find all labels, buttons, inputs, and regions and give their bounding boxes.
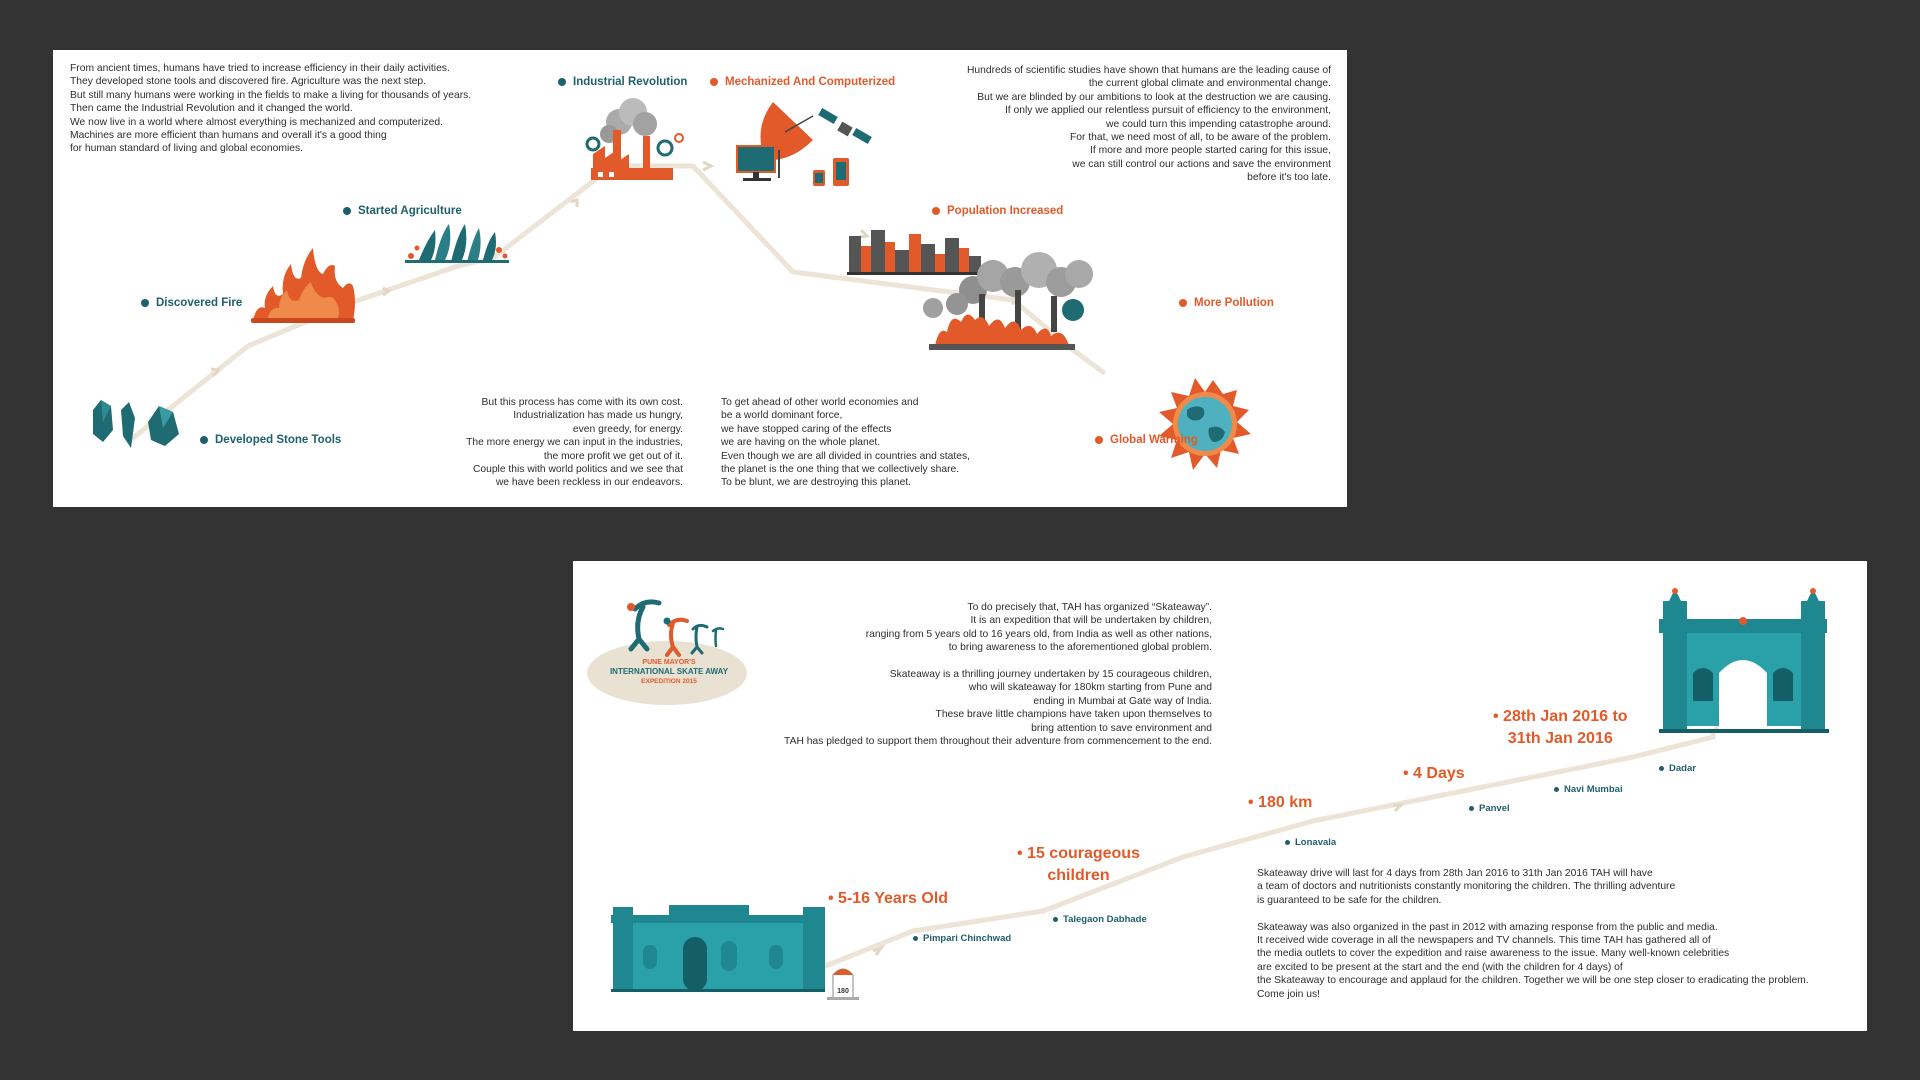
stat-dates: • 28th Jan 2016 to 31th Jan 2016 [1493,708,1628,747]
satellite-computer-icon [737,102,872,186]
shaniwar-wada-icon [611,905,825,992]
evolution-infographic-panel [53,50,1347,507]
stop-navi-mumbai: Navi Mumbai [1554,784,1623,795]
stat-distance: • 180 km [1248,794,1313,811]
bullet-dot [141,299,149,307]
science-text: Hundreds of scientific studies have shown that humans are the leading cause of the current global climate and environmental change. But we are blinded by our ambitions to look at the destruction we are causing. If only we applied our relentless pursuit of efficiency to the environment, we could turn this impending catastrophe around. For that, we need most of all, to be aware of the problem. If more and more people started caring for this issue, we can still control our actions and save the environment before it's too late. [966,65,1331,184]
label-agriculture: Started Agriculture [343,205,462,217]
stop-panvel: Panvel [1469,803,1510,814]
stop-pimpari: Pimpari Chinchwad [913,933,1011,944]
label-stone-tools: Developed Stone Tools [200,434,341,446]
logo-line3: EXPEDITION 2015 [641,678,697,685]
skateaway-infographic-panel [573,561,1867,1031]
fire-icon [251,248,355,323]
skateaway-text: To do precisely that, TAH has organized “Skateaway”. It is an expedition that will be undertaken by children, ranging from 5 years old to 16 years old, from India as well as other nations, to bring awareness to the aforementioned global problem. Skateaway is a thrilling journey undertaken by 15 courageous children, who will skateaway for 180km starting from Pune and ending in Mumbai at Gate way of India. These brave little champions have taken upon themselves to bring attention to save environment and TAH has pledged to support them throughout their adventure from commencement to the end. [784,602,1212,748]
path-chevron [571,200,577,207]
stop-dot [1285,840,1290,845]
stop-dot [1554,787,1559,792]
stop-dot [1053,917,1058,922]
label-population: Population Increased [932,205,1063,217]
label-pollution: More Pollution [1179,297,1274,309]
stone-tools-icon [93,400,179,448]
path-chevron [873,948,881,955]
bullet-dot [558,78,566,86]
label-warming: Global Warming [1095,434,1198,446]
stat-days: • 4 Days [1403,765,1465,782]
stop-dot [913,936,918,941]
path-chevron [859,230,867,237]
path-chevron [1393,805,1401,811]
stop-talegaon: Talegaon Dabhade [1053,914,1147,925]
label-mechanized: Mechanized And Computerized [710,76,895,88]
bullet-dot [200,436,208,444]
stop-dot [1469,806,1474,811]
skaters-logo-icon [587,602,747,705]
bullet-dot [1095,436,1103,444]
milestone-value: 180 [837,988,849,995]
milestone-icon [827,969,859,1000]
path-chevron [703,162,711,170]
logo-line1: PUNE MAYOR'S [642,659,696,666]
ahead-text: To get ahead of other world economies and be a world dominant force, we have stopped caring of the effects we are having on the whole planet. Even though we are all divided in countries and states, the planet is the one thing that we collectively share. To be blunt, we are destroying this planet. [721,397,970,489]
label-fire: Discovered Fire [141,297,242,309]
stop-dot [1659,766,1664,771]
gateway-of-india-icon [1659,588,1829,733]
cost-text: But this process has come with its own cost. Industrialization has made us hungry, even greedy, for energy. The more energy we can input in the industries, the more profit we get out of it. Couple this with world politics and we see that we have been reckless in our endeavors. [466,397,683,489]
bullet-dot [343,207,351,215]
stat-children: • 15 courageous children [1017,845,1140,884]
drive-text: Skateaway drive will last for 4 days from 28th Jan 2016 to 31th Jan 2016 TAH will have a team of doctors and nutritionists constantly monitoring the children. The thrilling adventure is guaranteed to be safe for the children. Skateaway was also organized in the past in 2012 with amazing response from the public and media. It received wide coverage in all the newspapers and TV channels. This time TAH has gathered all of the media outlets to cover the expedition and raise awareness to the issue. Many well-known celebrities are excited to be present at the start and the end (with the children for 4 days) of the Skateaway to encourage and applaud for the children. Together we will be one step closer to eradicating the problem. Come join us! [1257,868,1809,1000]
label-industrial: Industrial Revolution [558,76,687,88]
stop-dadar: Dadar [1659,763,1696,774]
bullet-dot [710,78,718,86]
bullet-dot [932,207,940,215]
bullet-dot [1179,299,1187,307]
stat-age: • 5-16 Years Old [828,890,949,907]
logo-line2: INTERNATIONAL SKATE AWAY [609,667,729,676]
intro-text: From ancient times, humans have tried to increase efficiency in their daily activities. They developed stone tools and discovered fire. Agriculture was the next step. But still many humans were working in the fields to make a living for thousands of years. Then came the Industrial Revolution and it changed the world. We now live in a world where almost everything is mechanized and computerized. Machines are more efficient than humans and overall it's a good thing for human standard of living and global economies. [70,63,472,155]
burning-earth-icon [1159,378,1251,470]
stop-lonavala: Lonavala [1285,837,1336,848]
